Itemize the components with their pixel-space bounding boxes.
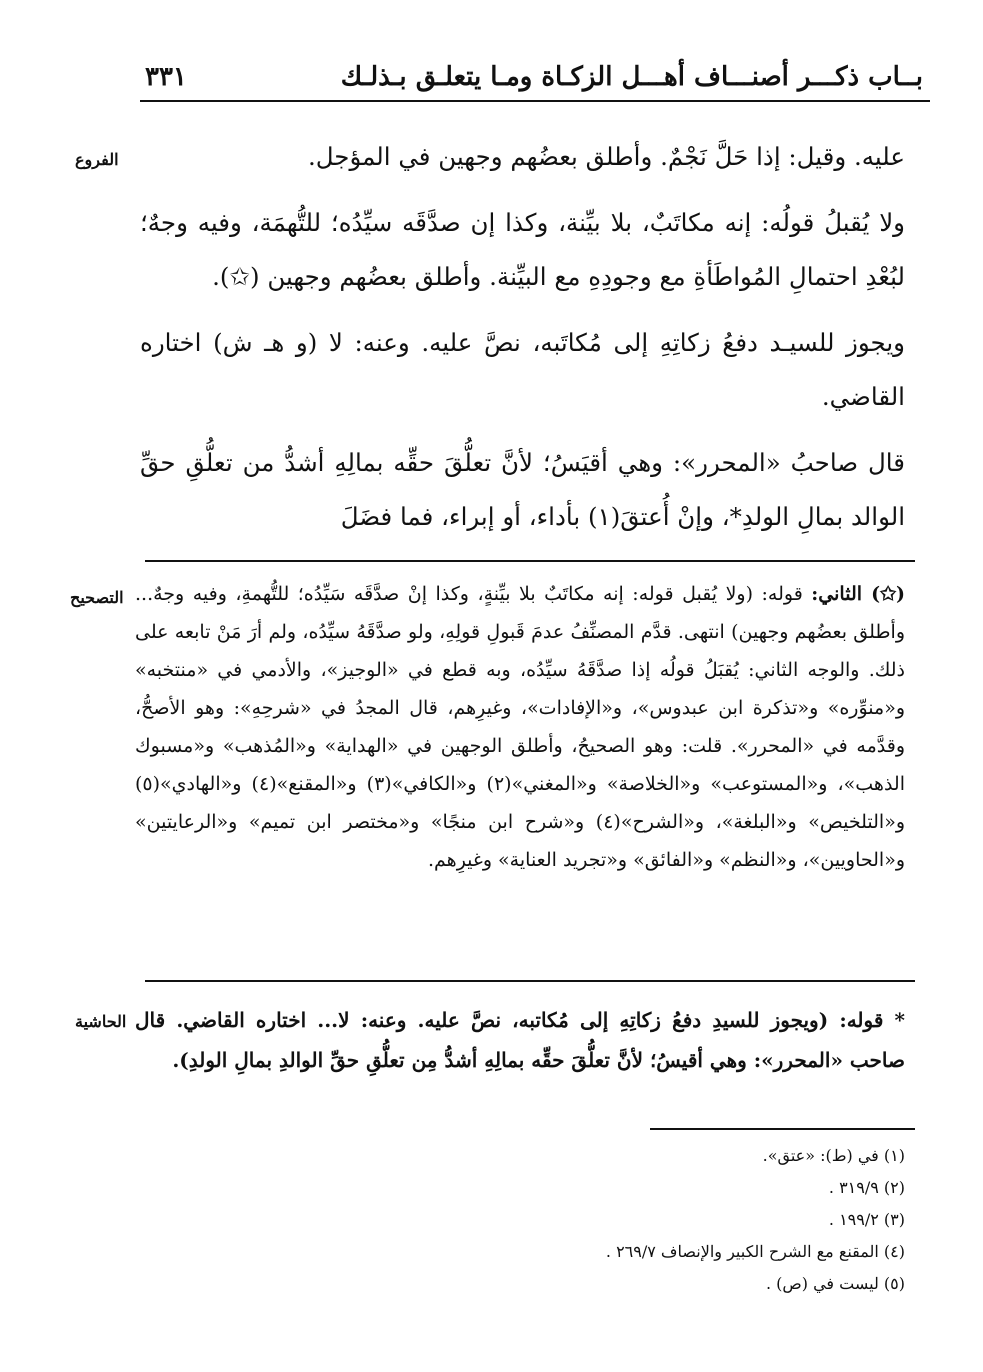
- header-rule: [140, 100, 930, 102]
- main-text: [140, 130, 905, 544]
- commentary-rule: [145, 980, 915, 982]
- commentary-tashih: [135, 575, 905, 879]
- footnote-2: (٢) ٣١٩/٩ .: [828, 1178, 905, 1197]
- side-label-tashih: التصحيح: [70, 588, 124, 607]
- main-paragraph-1: عليه. وقيل: إذا حَلَّ نَجْمٌ. وأطلق بعضُهم وجهين في المؤجل.: [307, 142, 905, 171]
- page-header-title: بــاب ذكـــر أصنـــاف أهـــل الزكـاة ومـا يتعلـق بـذلـك: [340, 62, 923, 92]
- footnote-3: (٣) ١٩٩/٢ .: [828, 1210, 905, 1229]
- main-paragraph-4: قال صاحبُ «المحرر»: وهي أقيَسُ؛ لأنَّ تعلُّقَ حقِّه بمالِهِ أشدُّ من تعلُّقِ حقِّ الوالد بمالِ الولدِ*، وإنْ أُعتقَ(١) بأداء، أو إبراء، فما فضَلَ: [140, 448, 905, 531]
- hashiya-text: (ويجوز للسيدِ دفعُ زكاتِهِ إلى مُكاتبه، نصَّ عليه. وعنه: لا... اختاره القاضي. قال صاحب «المحرر»: وهي أقيسُ؛ لأنَّ تعلُّقَ حقِّه بمالِهِ أشدُّ مِن تعلُّقِ حقِّ الوالدِ بمالِ الولدِ).: [135, 1008, 905, 1072]
- main-paragraph-3: ويجوز للسيـد دفعُ زكاتِهِ إلى مُكاتَبه، نصَّ عليه. وعنه: لا (و هـ ش) اختاره القاضي.: [140, 328, 905, 411]
- side-label-hashiya: الحاشية: [75, 1012, 127, 1031]
- side-label-furu: الفروع: [75, 150, 119, 169]
- footnote-rule: [650, 1128, 915, 1130]
- hashiya-marker: * قوله:: [839, 1008, 906, 1032]
- footnotes: [135, 1140, 905, 1300]
- main-text-rule: [145, 560, 915, 562]
- main-paragraph-2: ولا يُقبلُ قولُه: إنه مكاتَبٌ، بلا بيِّنة، وكذا إن صدَّقَه سيِّدُه؛ للتُّهمَة، وفيه وجهٌ؛ لبُعْدِ احتمالِ المُواطَأةِ مع وجودِهِ مع البيِّنة. وأطلق بعضُهم وجهين (✩).: [140, 208, 905, 291]
- hashiya-note: [135, 1000, 905, 1080]
- footnote-1: (١) في (ط): «عتق».: [762, 1146, 905, 1165]
- commentary-paragraph: [135, 575, 905, 879]
- commentary-marker: (✩) الثاني:: [811, 583, 905, 605]
- commentary-text: قوله: (ولا يُقبل قوله: إنه مكاتَبٌ بلا بيِّنةٍ، وكذا إنْ صدَّقَه سَيِّدُه؛ للتُّهمةِ، وفيه وجهٌ... وأطلق بعضُهم وجهين) انتهى. قدَّم المصنِّفُ عدمَ قَبولِ قولِهِ، ولو صدَّقَهُ سيِّدُه، ولم أرَ مَنْ تابعه على ذلك. والوجه الثاني: يُقبَلُ قولُه إذا صدَّقَهُ سيِّدُه، وبه قطع في «الوجيز»، والأدمي في «منتخبه» و«منوِّره» و«تذكرة ابن عبدوس»، و«الإفادات»، وغيرِهم، قال المجدُ في «شرحِهِ»: وهو الأصحُّ، وقدَّمه في «المحرر». قلت: وهو الصحيحُ، وأطلق الوجهين في «الهداية» و«المُذهب» و«مسبوك الذهب»، و«المستوعب» و«الخلاصة» و«المغني»(٢) و«الكافي»(٣) و«المقنع»(٤) و«الهادي»(٥) و«التلخيص» و«البلغة»، و«الشرح»(٤) و«شرح ابن منجًا» و«مختصر ابن تميم» و«الرعايتين» و«الحاويين»، و«النظم» و«الفائق» و«تجريد العناية» وغيرِهم.: [135, 583, 905, 871]
- page-number: ٣٣١: [145, 62, 187, 92]
- hashiya-paragraph: [135, 1000, 905, 1080]
- footnote-4: (٤) المقنع مع الشرح الكبير والإنصاف ٢٦٩/٧ .: [605, 1242, 905, 1261]
- footnote-5: (٥) ليست في (ص) .: [765, 1274, 905, 1293]
